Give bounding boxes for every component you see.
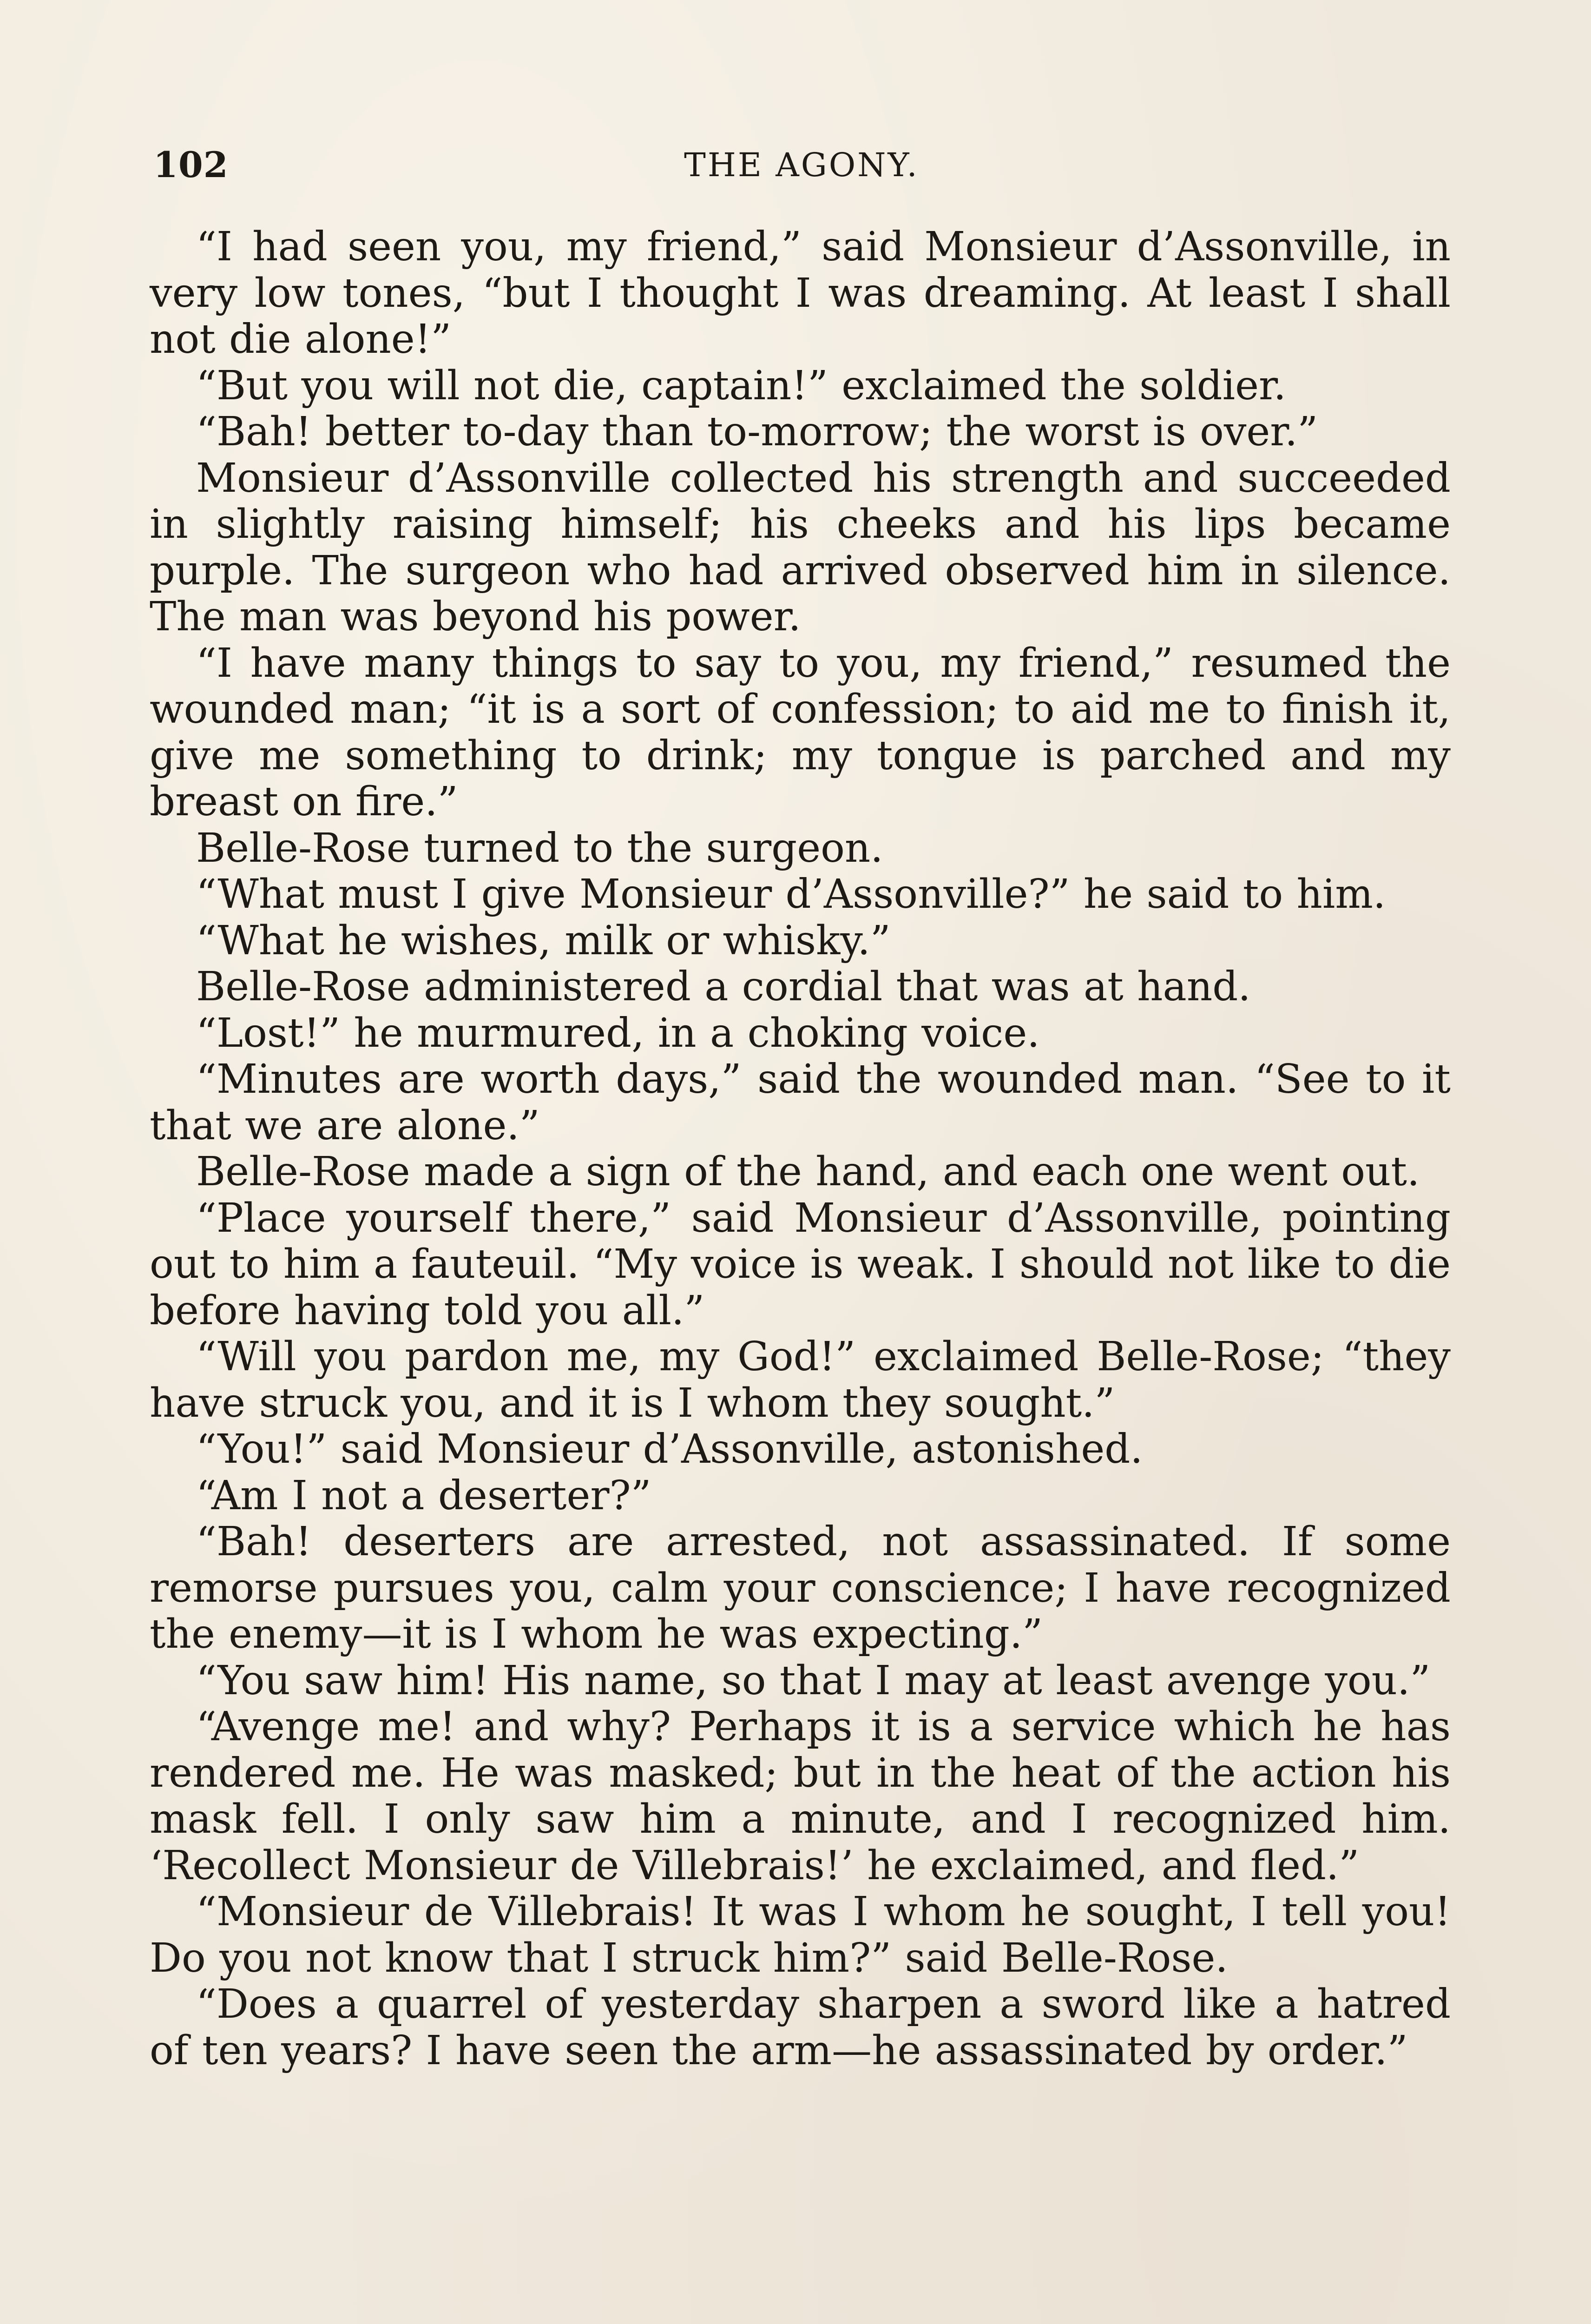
paragraph: “Bah! deserters are arrested, not assassinated. If some remorse pursues you, calm your conscience; I have recognized the enemy—it is I whom he was expecting.”: [150, 1519, 1451, 1657]
paragraph: “I had seen you, my friend,” said Monsieur d’Assonville, in very low tones, “but I thought I was dreaming. At least I shall not die alone!”: [150, 224, 1451, 363]
paragraph: “Will you pardon me, my God!” exclaimed Belle-Rose; “they have struck you, and it is I whom they sought.”: [150, 1334, 1451, 1426]
paragraph: “Avenge me! and why? Perhaps it is a service which he has rendered me. He was masked; but in the heat of the action his mask fell. I only saw him a minute, and I recognized him. ‘Recollect Monsieur de Villebrais!’ he exclaimed, and fled.”: [150, 1703, 1451, 1889]
running-title: THE AGONY.: [684, 146, 919, 184]
body-text: [150, 224, 1451, 2074]
paragraph: “But you will not die, captain!” exclaimed the soldier.: [196, 362, 1286, 409]
paragraph: “Am I not a deserter?”: [196, 1472, 651, 1519]
paragraph: “Bah! better to-day than to-morrow; the worst is over.”: [196, 409, 1318, 455]
paragraph: “Minutes are worth days,” said the wounded man. “See to it that we are alone.”: [150, 1056, 1451, 1149]
paragraph: “Does a quarrel of yesterday sharpen a sword like a hatred of ten years? I have seen the arm—he assassinated by order.”: [150, 1981, 1451, 2074]
paragraph: “I have many things to say to you, my friend,” resumed the wounded man; “it is a sort of confession; to aid me to finish it, give me something to drink; my tongue is parched and my breast on fire.”: [150, 640, 1451, 825]
paragraph: Monsieur d’Assonville collected his strength and succeeded in slightly raising himself; his cheeks and his lips became purple. The surgeon who had arrived observed him in silence. The man was beyond his power.: [150, 455, 1451, 640]
page-number: 102: [153, 144, 229, 185]
paragraph: Belle-Rose made a sign of the hand, and each one went out.: [196, 1149, 1420, 1195]
paragraph: “What he wishes, milk or whisky.”: [196, 917, 891, 964]
page-header: [153, 139, 1450, 191]
paragraph: Belle-Rose administered a cordial that was at hand.: [196, 964, 1251, 1010]
paragraph: “Place yourself there,” said Monsieur d’Assonville, pointing out to him a fauteuil. “My voice is weak. I should not like to die before having told you all.”: [150, 1195, 1451, 1334]
paragraph: “You saw him! His name, so that I may at least avenge you.”: [196, 1657, 1431, 1704]
paragraph: “Lost!” he murmured, in a choking voice.: [196, 1010, 1040, 1056]
paragraph: “What must I give Monsieur d’Assonville?” he said to him.: [196, 871, 1386, 918]
paragraph: Belle-Rose turned to the surgeon.: [196, 825, 883, 872]
paragraph: “Monsieur de Villebrais! It was I whom he sought, I tell you! Do you not know that I struck him?” said Belle-Rose.: [150, 1888, 1451, 1981]
paragraph: “You!” said Monsieur d’Assonville, astonished.: [196, 1426, 1143, 1472]
